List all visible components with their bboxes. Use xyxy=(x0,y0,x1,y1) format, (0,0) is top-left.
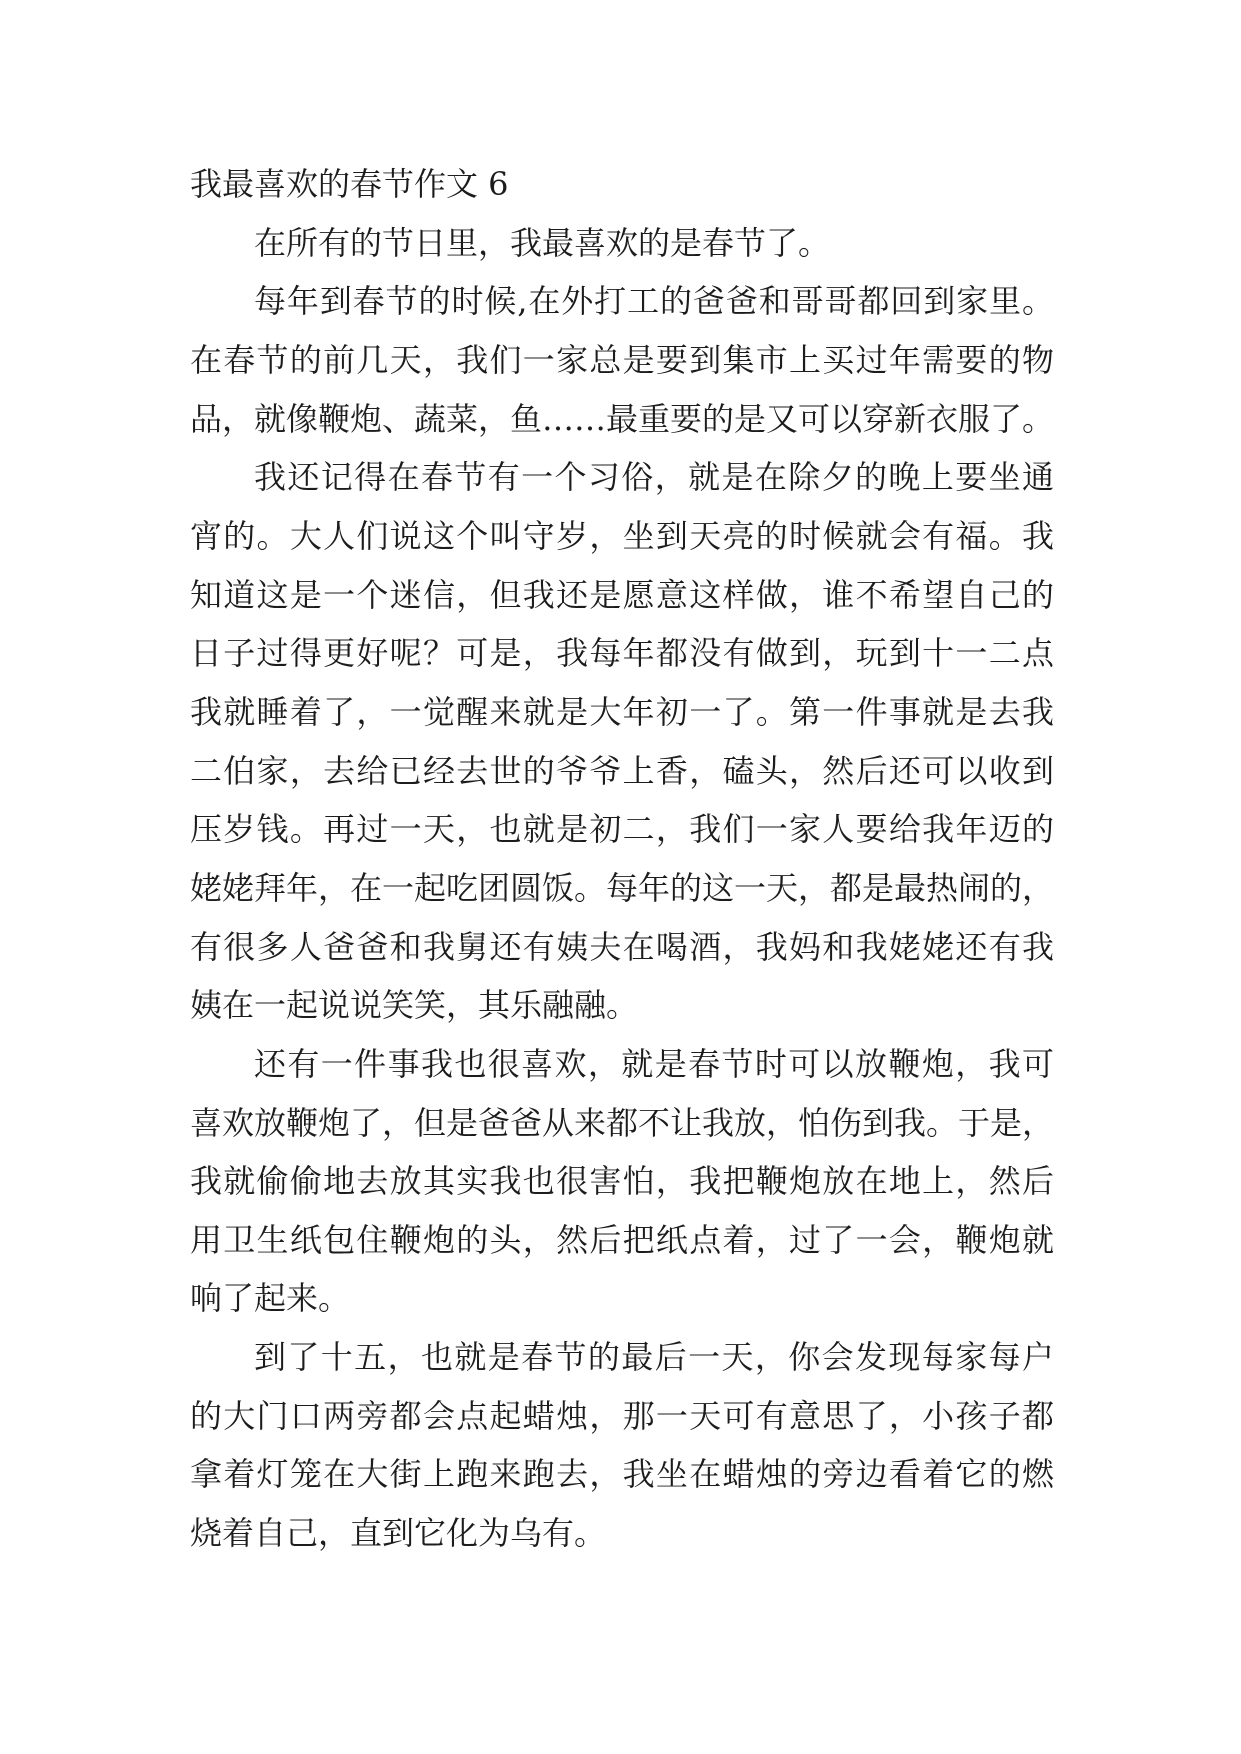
paragraph xyxy=(190,1035,1054,1328)
paragraph-line: 姥姥拜年，在一起吃团圆饭。每年的这一天，都是最热闹的， xyxy=(190,868,1055,907)
paragraph-line: 响了起来。 xyxy=(190,1279,351,1318)
paragraph-line: 压岁钱。再过一天，也就是初二，我们一家人要给我年迈的 xyxy=(190,810,1054,849)
paragraph-line: 有很多人爸爸和我舅还有姨夫在喝酒，我妈和我姥姥还有我 xyxy=(190,927,1054,966)
paragraph-line: 知道这是一个迷信，但我还是愿意这样做，谁不希望自己的 xyxy=(190,575,1054,614)
paragraph-line: 烧着自己，直到它化为乌有。 xyxy=(190,1514,607,1553)
paragraph-line: 还有一件事我也很喜欢，就是春节时可以放鞭炮，我可 xyxy=(254,1044,1054,1083)
document-title: 我最喜欢的春节作文 6 xyxy=(190,165,509,203)
paragraph-line: 喜欢放鞭炮了，但是爸爸从来都不让我放，怕伤到我。于是， xyxy=(190,1103,1055,1142)
paragraph-line: 品，就像鞭炮、蔬菜，鱼……最重要的是又可以穿新衣服了。 xyxy=(190,399,1055,438)
paragraph xyxy=(190,448,1054,1035)
paragraph xyxy=(190,272,1054,448)
paragraph-line: 用卫生纸包住鞭炮的头，然后把纸点着，过了一会，鞭炮就 xyxy=(190,1220,1054,1259)
paragraph-line: 二伯家，去给已经去世的爷爷上香，磕头，然后还可以收到 xyxy=(190,751,1054,790)
paragraph-line: 我就睡着了，一觉醒来就是大年初一了。第一件事就是去我 xyxy=(190,692,1054,731)
document-page xyxy=(190,155,1054,1563)
paragraph-line: 我还记得在春节有一个习俗，就是在除夕的晚上要坐通 xyxy=(254,458,1054,497)
paragraph-line: 日子过得更好呢？可是，我每年都没有做到，玩到十一二点 xyxy=(190,634,1054,673)
paragraph-line: 的大门口两旁都会点起蜡烛，那一天可有意思了，小孩子都 xyxy=(190,1396,1054,1435)
paragraph xyxy=(190,1328,1054,1563)
paragraph-line: 在春节的前几天，我们一家总是要到集市上买过年需要的物 xyxy=(190,340,1054,379)
paragraph-line: 宵的。大人们说这个叫守岁，坐到天亮的时候就会有福。我 xyxy=(190,516,1054,555)
paragraph-line: 每年到春节的时候,在外打工的爸爸和哥哥都回到家里。 xyxy=(254,282,1054,321)
paragraph-line: 拿着灯笼在大街上跑来跑去，我坐在蜡烛的旁边看着它的燃 xyxy=(190,1455,1054,1494)
paragraph-line: 我就偷偷地去放其实我也很害怕，我把鞭炮放在地上，然后 xyxy=(190,1162,1054,1201)
paragraph xyxy=(190,214,1054,273)
paragraph-line: 到了十五，也就是春节的最后一天，你会发现每家每户 xyxy=(254,1338,1054,1377)
paragraph-line: 在所有的节日里，我最喜欢的是春节了。 xyxy=(254,223,831,262)
paragraph-line: 姨在一起说说笑笑，其乐融融。 xyxy=(190,986,639,1025)
